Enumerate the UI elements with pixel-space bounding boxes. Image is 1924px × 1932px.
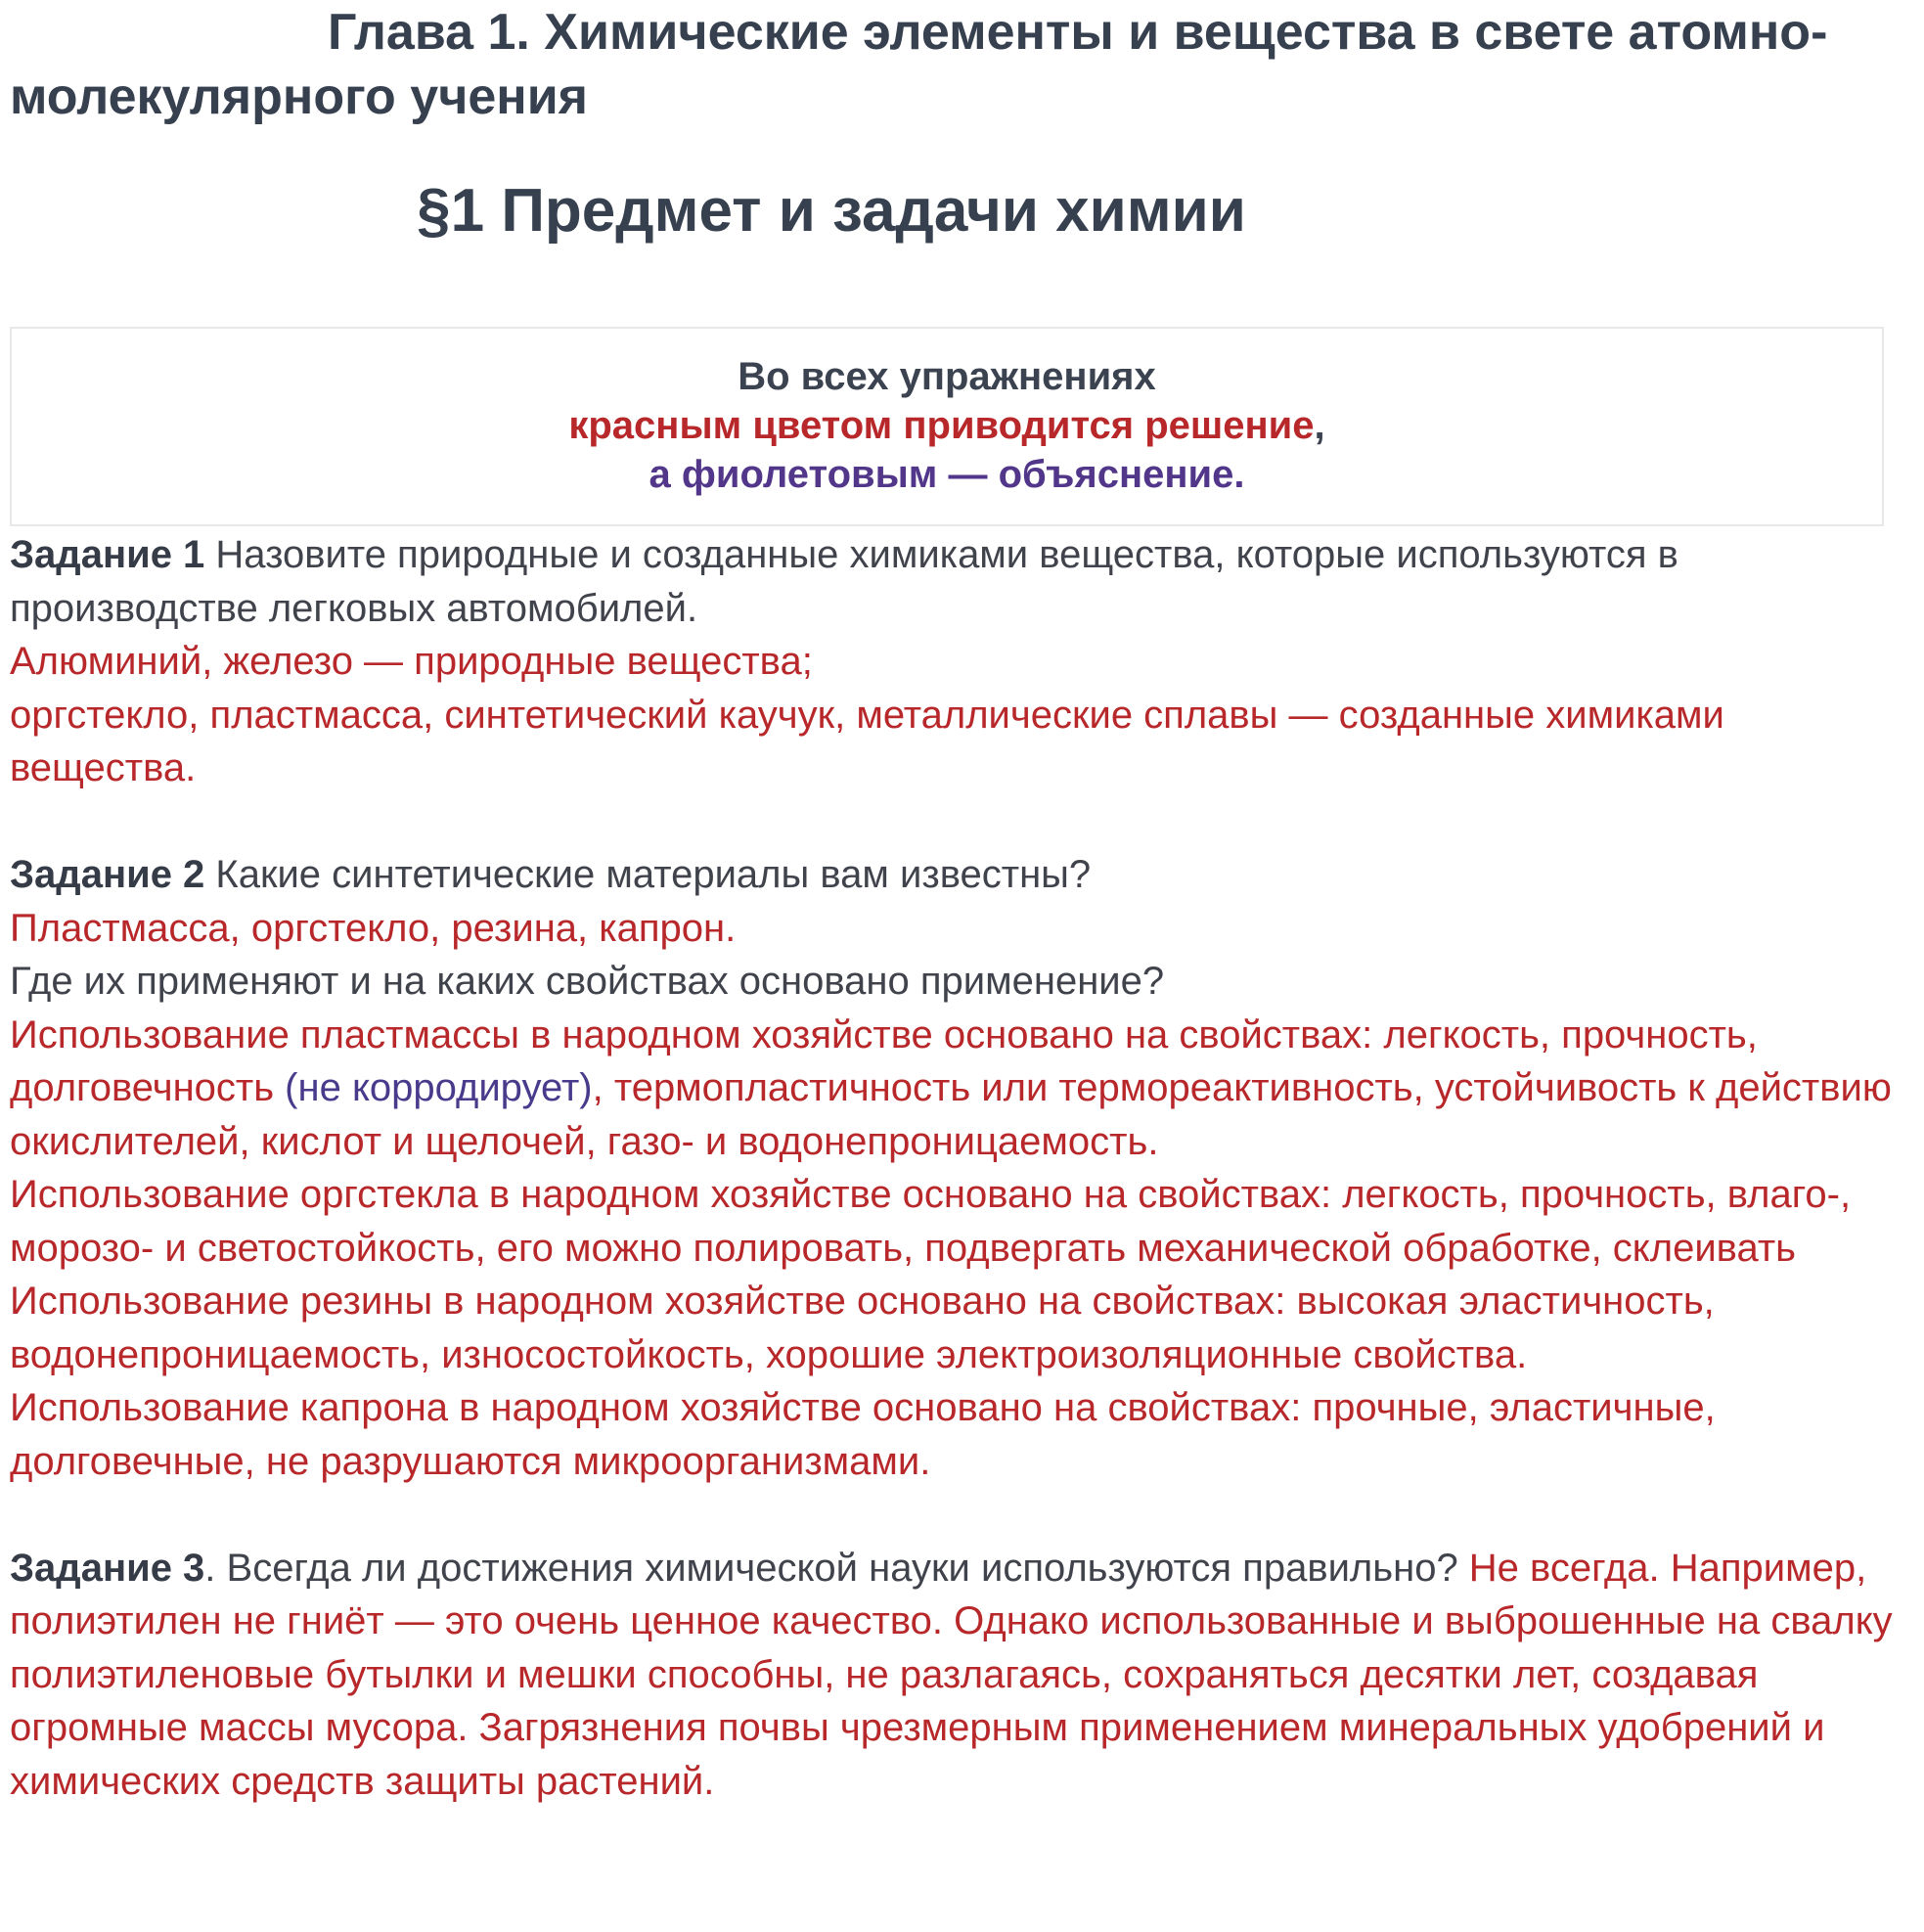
task-2-question-2: Где их применяют и на каких свойствах основано применение? (10, 960, 1165, 1003)
legend-comma: , (1314, 404, 1325, 447)
task-2-answer-orgglass: Использование оргстекла в народном хозяйстве основано на свойствах: легкость, прочность, влаго-, морозо- и светостойкость, его можно полировать, подвергать механической обработке, склеивать (10, 1173, 1852, 1270)
spacer (10, 1488, 1917, 1542)
task-2-question (10, 848, 1917, 902)
plastic-text-1: Использование пластмассы в народном хозяйстве основано на свойствах: легкость, прочность, долговечность (10, 1012, 1758, 1109)
legend-line-3: а фиолетовым — объяснение. (649, 453, 1245, 496)
task-1-label: Задание 1 (10, 533, 205, 576)
legend-answer-color-text: красным цветом приводится решение (568, 404, 1315, 447)
task-2-label: Задание 2 (10, 853, 205, 896)
task-1-question (10, 528, 1917, 635)
task-3-label: Задание 3 (10, 1546, 205, 1590)
plastic-text-2: , термопластичность или термореактивность, устойчивость к действию окислителей, кислот и щелочей, газо- и водонепроницаемость. (10, 1066, 1892, 1163)
task-3-question-text: . Всегда ли достижения химической науки используются правильно? (204, 1546, 1469, 1590)
legend-line-1: Во всех упражнениях (738, 355, 1156, 398)
task-2-answer-kapron: Использование капрона в народном хозяйстве основано на свойствах: прочные, эластичные, долговечные, не разрушаются микроорганизмами. (10, 1386, 1716, 1483)
task-1-question-text: Назовите природные и созданные химиками вещества, которые используются в производстве легковых автомобилей. (10, 533, 1678, 630)
task-2-answer-rubber: Использование резины в народном хозяйстве основано на свойствах: высокая эластичность, водонепроницаемость, износостойкость, хорошие электроизоляционные свойства. (10, 1280, 1715, 1376)
task-2-answer-materials: Пластмасса, оргстекло, резина, капрон. (10, 906, 737, 950)
legend-box (10, 327, 1884, 526)
task-2-question-text: Какие синтетические материалы вам известны? (204, 853, 1092, 896)
tasks-content (10, 528, 1917, 1808)
task-1-answer-line-2: оргстекло, пластмасса, синтетический каучук, металлические сплавы — созданные химиками вещества. (10, 693, 1724, 789)
plastic-explanation: (не корродирует) (285, 1066, 593, 1109)
spacer (10, 795, 1917, 849)
task-1-answer-line-1: Алюминий, железо — природные вещества; (10, 640, 813, 683)
section-title: §1 Предмет и задачи химии (417, 177, 1246, 245)
task-2-answer-plastic (10, 1009, 1917, 1169)
chapter-title: Глава 1. Химические элементы и вещества в свете атомно-молекулярного учения (10, 4, 1828, 125)
task-3-answer: Не всегда. Например, полиэтилен не гниёт — это очень ценное качество. Однако использованные и выброшенные на свалку полиэтиленовые бутылки и мешки способны, не разлагаясь, сохраняться десятки лет, создавая огромные массы мусора. Загрязнения почвы чрезмерным применением минеральных удобрений и химических средств защиты растений. (10, 1546, 1893, 1803)
legend-line-2 (12, 401, 1882, 450)
task-3 (10, 1542, 1917, 1809)
